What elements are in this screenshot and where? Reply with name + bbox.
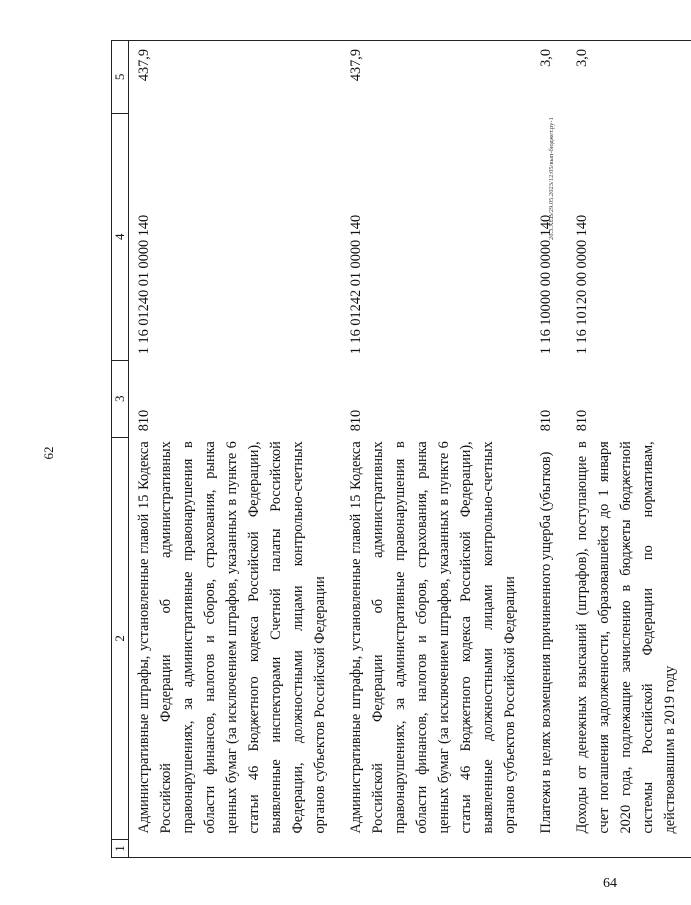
table-row <box>567 41 691 858</box>
cell-col-1 <box>341 840 531 858</box>
cell-amount: 437,9 <box>129 41 342 114</box>
table-row <box>129 41 342 858</box>
cell-revenue-code: 1 16 01242 01 0000 140 <box>348 214 364 355</box>
cell-revenue-code: 1 16 10000 00 0000 140 <box>538 214 554 355</box>
cell-admin-code: 810 <box>538 409 554 432</box>
cell-description: Доходы от денежных взысканий (штрафов), поступающие в счет погашения задолженности, образовавшейся до 1 января 2020 года, подлежащие зачислению в бюджеты бюджетной системы Российской Федерации по нормативам, действовавшим в 2019 году <box>574 441 678 834</box>
header-col-3: 3 <box>112 360 129 437</box>
cell-description: Административные штрафы, установленные главой 15 Кодекса Российской Федерации об административных правонарушениях, за административные правонарушения в области финансов, налогов и сборов, страхования, рынка ценных бумаг (за исключением штрафов, указанных в пункте 6 статьи 46 Бюджетного кодекса Российской Федерации), выявленные инспекторами Счетной палаты Российской Федерации, должностными лицами контрольно-счетных органов субъектов Российской Федерации <box>136 441 328 834</box>
revenue-table <box>111 40 691 858</box>
cell-col-1 <box>531 840 567 858</box>
cell-description: Платежи в целях возмещения причиненного ущерба (убытков) <box>538 451 554 834</box>
table-row <box>531 41 567 858</box>
page-number-bottom: 64 <box>603 876 617 891</box>
cell-revenue-code: 1 16 01240 01 0000 140 <box>136 214 152 355</box>
cell-col-1 <box>129 840 342 858</box>
cell-admin-code: 810 <box>348 409 364 432</box>
cell-amount: 3,0 <box>531 41 567 114</box>
cell-amount: 437,9 <box>341 41 531 114</box>
cell-amount: 3,0 <box>567 41 691 114</box>
cell-admin-code: 810 <box>574 409 590 432</box>
table-header-row <box>112 41 129 858</box>
header-col-1: 1 <box>112 840 129 858</box>
cell-admin-code: 810 <box>136 409 152 432</box>
page-number-center: 62 <box>41 446 56 460</box>
table-row <box>341 41 531 858</box>
cell-col-1 <box>567 840 691 858</box>
header-col-2: 2 <box>112 437 129 839</box>
header-col-5: 5 <box>112 41 129 114</box>
cell-revenue-code: 1 16 10120 00 0000 140 <box>574 214 590 355</box>
cell-description: Административные штрафы, установленные главой 15 Кодекса Российской Федерации об административных правонарушениях, за административные правонарушения в области финансов, налогов и сборов, страхования, рынка ценных бумаг (за исключением штрафов, указанных в пункте 6 статьи 46 Бюджетного кодекса Российской Федерации), выявленные должностными лицами контрольно-счетных органов субъектов Российской Федерации <box>348 441 518 834</box>
side-note: 20.3.XEB/29.05.2023/12:05/вып-бюджет.ру-1 <box>548 117 555 240</box>
header-col-4: 4 <box>112 113 129 360</box>
